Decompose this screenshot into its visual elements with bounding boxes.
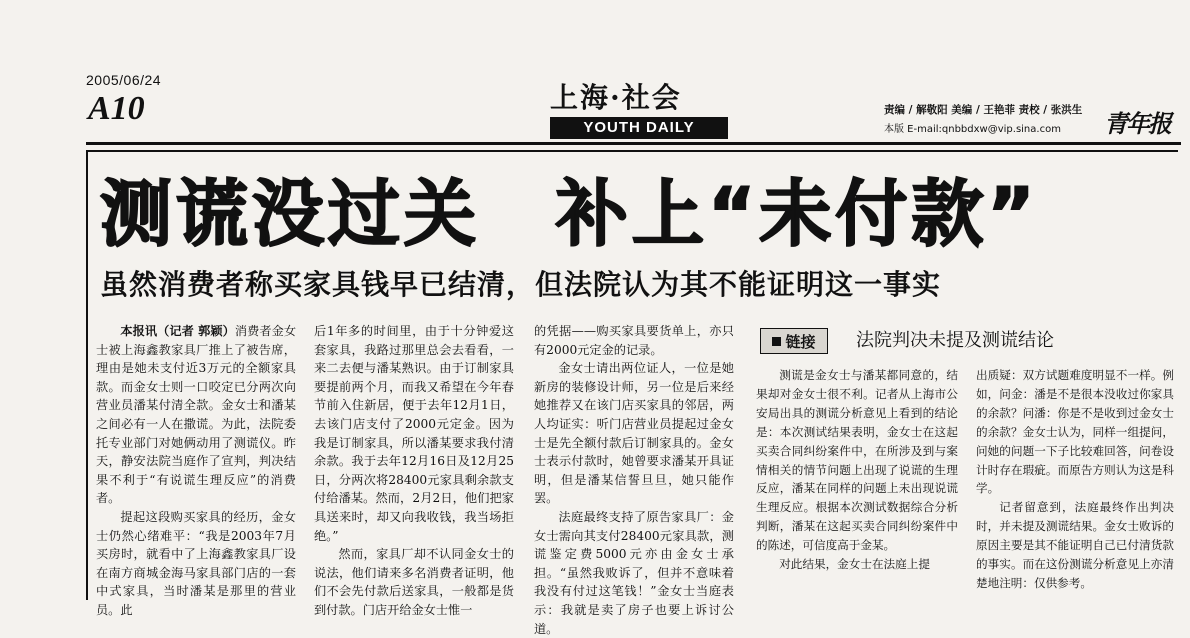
paragraph: 提起这段购买家具的经历，金女士仍然心绪难平：“我是2003年7月买房时，就看中了上海鑫教家具厂设在南方商城金海马家具部门店的一套中式家具，当时潘某是那里的营业员。此 <box>96 509 296 617</box>
paragraph: 测谎是金女士与潘某都同意的，结果却对金女士很不利。记者从上海市公安局出具的测谎分析意见上看到的结论是：本次测试结果表明，金女士在这起买卖合同纠纷案件中，在所涉及到与案情相关的情节问题上出现了说谎的生理反应，潘某在同样的问题上未出现说谎生理反应。根据本次测试数据综合分析判断，潘某在这起买卖合同纠纷案件中的陈述，可信度高于金某。 <box>756 368 958 553</box>
article-column-2 <box>314 322 514 620</box>
header-rule <box>86 142 1181 145</box>
paragraph: 然而，家具厂却不认同金女士的说法，他们请来多名消费者证明，他们不会先付款后送家具，一般都是货到付款。门店开给金女士惟一 <box>314 547 514 617</box>
newspaper-logo: 青年报 <box>1104 109 1170 138</box>
link-tag <box>760 328 828 354</box>
article-subhead: 虽然消费者称买家具钱早已结清，但法院认为其不能证明这一事实 <box>100 268 942 301</box>
byline: 本报讯（记者 郭颖） <box>120 324 235 338</box>
sidebar-column-1 <box>756 366 958 574</box>
article-column-1 <box>96 322 296 620</box>
article-column-3 <box>534 322 734 638</box>
sidebar-title: 法院判决未提及测谎结论 <box>856 330 1054 351</box>
paragraph: 的凭据——购买家具要货单上，亦只有2000元定金的记录。 <box>534 324 734 357</box>
paragraph: 后1年多的时间里，由于十分钟爱这套家具，我路过那里总会去看看，一来二去便与潘某熟识。由于订制家具要提前两个月，而我又希望在今年春节前入住新居，便于去年12月1日，去该门店支付了2000元定金。因为我是订制家具，所以潘某要求我付清余款。我于去年12月16日及12月25日，分两次将28400元家具剩余款支付给潘某。然而，2月2日，他们把家具送来时，却又向我收钱，我当场拒绝。” <box>314 324 514 543</box>
page-number: A10 <box>88 90 145 127</box>
paragraph: 法庭最终支持了原告家具厂：金女士需向其支付28400元家具款，测谎鉴定费5000元亦由金女士承担。“虽然我败诉了，但并不意味着我没有付过这笔钱！”金女士当庭表示：我就是卖了房子也要上诉讨公道。 <box>534 509 734 636</box>
lead-paragraph <box>96 322 296 508</box>
editors-credit: 责编 / 解敬阳 美编 / 王艳菲 责校 / 张洪生 <box>884 104 1083 116</box>
square-bullet-icon <box>772 337 781 346</box>
section-subtitle: YOUTH DAILY <box>550 117 728 139</box>
sidebar-column-2 <box>976 366 1174 593</box>
issue-date: 2005/06/24 <box>86 72 162 88</box>
paragraph-text: 消费者金女士被上海鑫教家具厂推上了被告席，理由是她未支付近3万元的全额家具款。而金女士则一口咬定已分两次向营业员潘某付清全款。金女士和潘某之间必有一人在撒谎。为此，法院委托专业部门对她俩动用了测谎仪。昨天，静安法院当庭作了宣判，判决结果不利于“有说谎生理反应”的消费者。 <box>96 324 297 506</box>
link-tag-label: 链接 <box>785 332 816 351</box>
paragraph: 对此结果，金女士在法庭上提 <box>779 557 930 572</box>
section-title: 上海·社会 <box>550 81 682 114</box>
paragraph: 金女士请出两位证人，一位是她新房的装修设计师，另一位是后来经她推荐又在该门店买家具的邻居，两人均证实：听门店营业员提起过金女士是先全额付款后订制家具的。金女士表示付款时，她曾要求潘某开具证明，但是潘某信誓旦旦，她只能作罢。 <box>534 361 734 506</box>
paragraph: 记者留意到，法庭最终作出判决时，并未提及测谎结果。金女士败诉的原因主要是其不能证明自己已付清货款的事实。而在这份测谎分析意见上亦清楚地注明：仅供参考。 <box>976 500 1174 590</box>
paragraph: 出质疑：双方试题难度明显不一样。例如，问金：潘是不是很本没收过你家具的余款？问潘：你是不是收到过金女士的余款？金女士认为，同样一组提问，问她的问题一下子比较难回答，问卷设计时存在瑕疵。而原告方则认为这是科学。 <box>976 368 1174 496</box>
page-email: 本版 E-mail:qnbbdxw@vip.sina.com <box>884 124 1061 135</box>
article-headline: 测谎没过关 补上“未付款” <box>100 172 1039 256</box>
